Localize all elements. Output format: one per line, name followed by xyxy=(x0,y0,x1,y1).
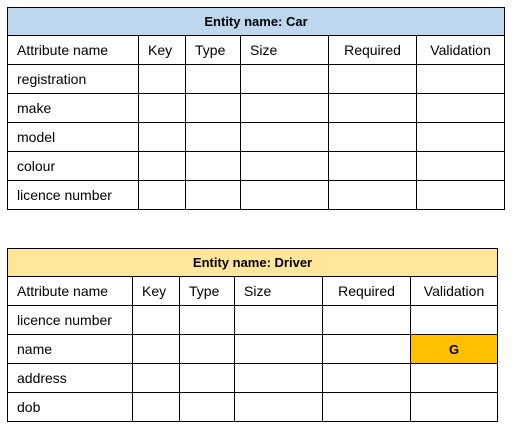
table-row xyxy=(8,393,498,422)
validation-cell xyxy=(411,364,498,393)
type-cell xyxy=(180,335,235,364)
key-cell xyxy=(139,65,186,94)
size-cell xyxy=(235,306,323,335)
validation-cell xyxy=(417,123,505,152)
attribute-name-cell: name xyxy=(8,335,133,364)
column-header-type: Type xyxy=(186,36,241,65)
driver-entity-table xyxy=(7,248,498,422)
required-cell xyxy=(329,152,417,181)
validation-highlight-cell: G xyxy=(411,335,498,364)
type-cell xyxy=(186,65,241,94)
size-cell xyxy=(241,152,329,181)
driver-header-row xyxy=(8,277,498,306)
driver-title-row xyxy=(8,249,498,277)
type-cell xyxy=(180,393,235,422)
attribute-name-cell: licence number xyxy=(8,306,133,335)
key-cell xyxy=(139,152,186,181)
table-row xyxy=(8,364,498,393)
key-cell xyxy=(133,393,180,422)
required-cell xyxy=(329,181,417,210)
car-entity-table xyxy=(7,7,505,210)
size-cell xyxy=(235,393,323,422)
size-cell xyxy=(241,94,329,123)
key-cell xyxy=(139,123,186,152)
required-cell xyxy=(323,306,411,335)
column-header-attribute-name: Attribute name xyxy=(8,36,139,65)
size-cell xyxy=(235,335,323,364)
column-header-size: Size xyxy=(241,36,329,65)
column-header-validation: Validation xyxy=(411,277,498,306)
table-row xyxy=(8,335,498,364)
required-cell xyxy=(323,364,411,393)
table-row xyxy=(8,65,505,94)
key-cell xyxy=(133,306,180,335)
column-header-required: Required xyxy=(329,36,417,65)
attribute-name-cell: dob xyxy=(8,393,133,422)
type-cell xyxy=(186,152,241,181)
validation-cell xyxy=(417,65,505,94)
type-cell xyxy=(186,181,241,210)
key-cell xyxy=(139,181,186,210)
size-cell xyxy=(241,181,329,210)
attribute-name-cell: model xyxy=(8,123,139,152)
required-cell xyxy=(323,393,411,422)
key-cell xyxy=(139,94,186,123)
size-cell xyxy=(241,123,329,152)
table-row xyxy=(8,306,498,335)
validation-cell xyxy=(417,181,505,210)
column-header-attribute-name: Attribute name xyxy=(8,277,133,306)
driver-entity-title: Entity name: Driver xyxy=(8,249,498,277)
key-cell xyxy=(133,335,180,364)
validation-cell xyxy=(417,152,505,181)
type-cell xyxy=(180,306,235,335)
required-cell xyxy=(329,123,417,152)
table-row xyxy=(8,181,505,210)
required-cell xyxy=(329,65,417,94)
table-row xyxy=(8,123,505,152)
attribute-name-cell: registration xyxy=(8,65,139,94)
table-row xyxy=(8,152,505,181)
column-header-required: Required xyxy=(323,277,411,306)
car-title-row xyxy=(8,8,505,36)
column-header-validation: Validation xyxy=(417,36,505,65)
attribute-name-cell: licence number xyxy=(8,181,139,210)
key-cell xyxy=(133,364,180,393)
table-row xyxy=(8,94,505,123)
column-header-type: Type xyxy=(180,277,235,306)
column-header-key: Key xyxy=(139,36,186,65)
validation-cell xyxy=(411,306,498,335)
validation-cell xyxy=(411,393,498,422)
car-entity-title: Entity name: Car xyxy=(8,8,505,36)
attribute-name-cell: make xyxy=(8,94,139,123)
type-cell xyxy=(186,94,241,123)
size-cell xyxy=(235,364,323,393)
attribute-name-cell: colour xyxy=(8,152,139,181)
car-header-row xyxy=(8,36,505,65)
validation-cell xyxy=(417,94,505,123)
type-cell xyxy=(186,123,241,152)
column-header-key: Key xyxy=(133,277,180,306)
size-cell xyxy=(241,65,329,94)
type-cell xyxy=(180,364,235,393)
required-cell xyxy=(323,335,411,364)
attribute-name-cell: address xyxy=(8,364,133,393)
column-header-size: Size xyxy=(235,277,323,306)
required-cell xyxy=(329,94,417,123)
